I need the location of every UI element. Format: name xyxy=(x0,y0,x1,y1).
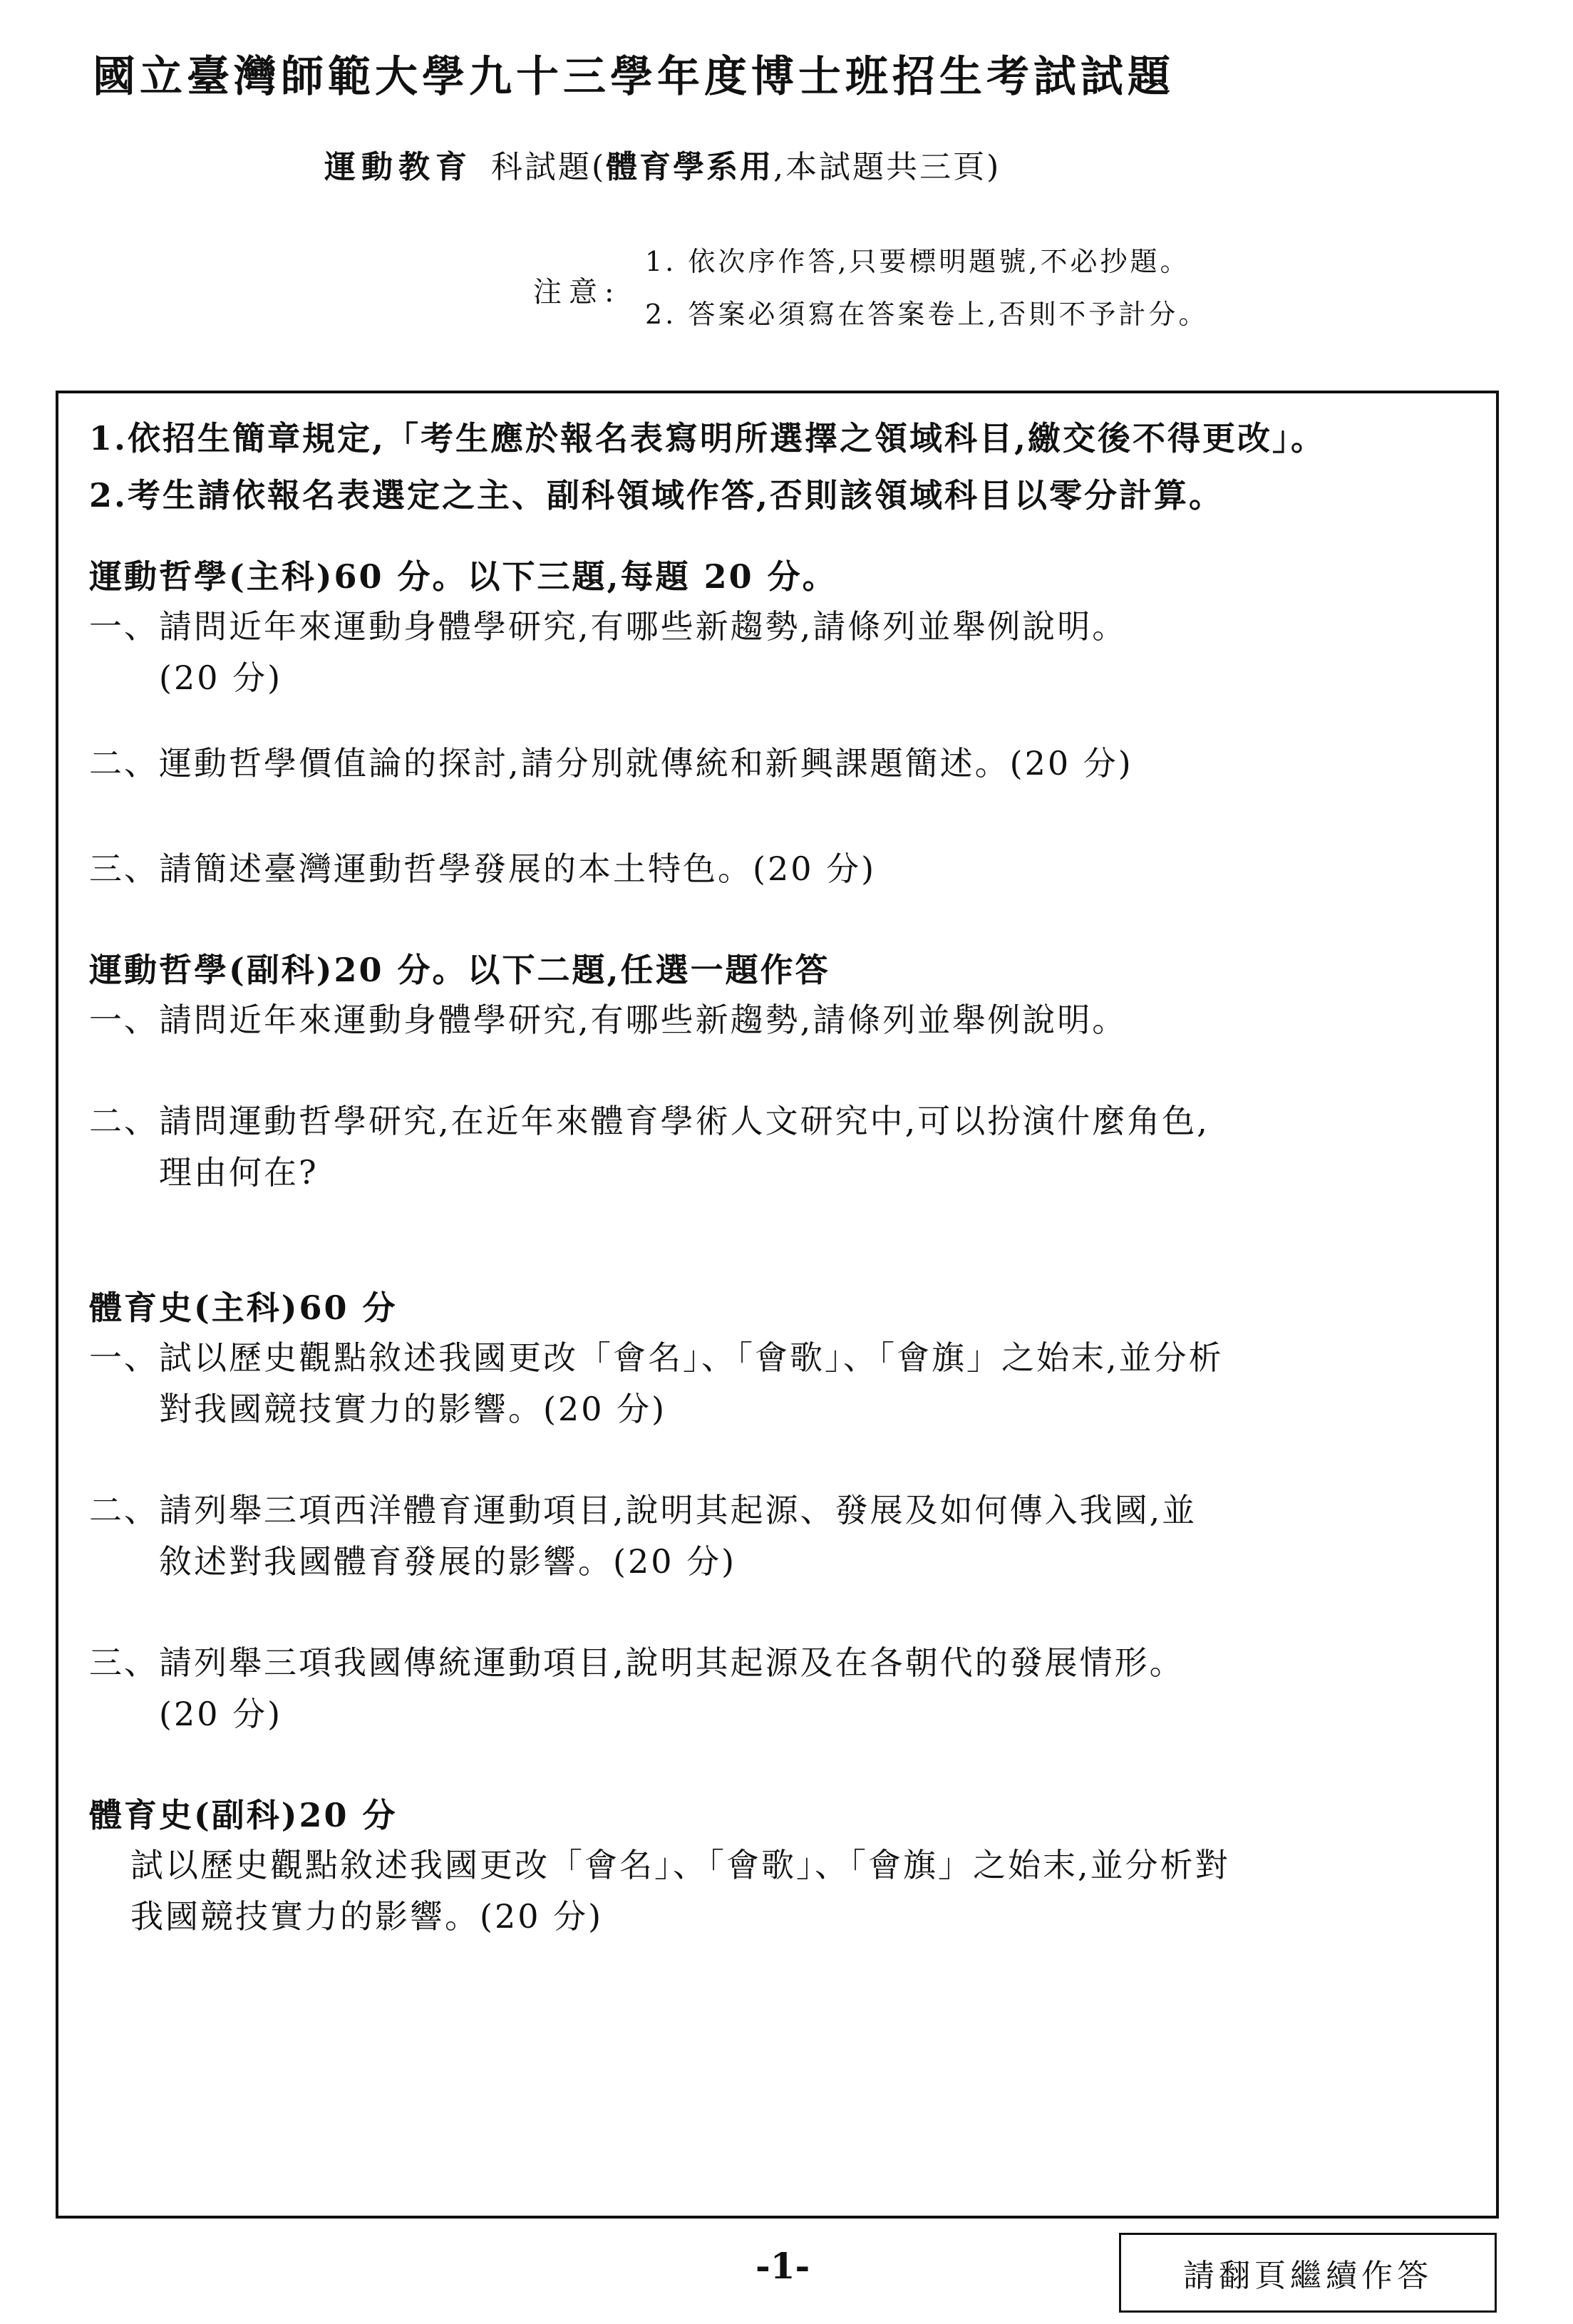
question-continuation: 敘述對我國體育發展的影響。(20 分) xyxy=(159,1542,737,1581)
question-item xyxy=(89,1484,1486,1587)
question-number: 二、 xyxy=(89,1491,159,1529)
question-continuation: (20 分) xyxy=(159,659,283,697)
rule-1: 1.依招生簡章規定,「考生應於報名表寫明所選擇之領域科目,繳交後不得更改」。 xyxy=(89,419,1326,458)
subject-name: 運動教育 xyxy=(324,149,473,185)
note-item: 1. 依次序作答,只要標明題號,不必抄題。 xyxy=(645,246,1190,277)
question-number: 一、 xyxy=(89,607,159,646)
section-heading-philosophy-minor: 運動哲學(副科)20 分。以下二題,任選一題作答 xyxy=(89,951,830,989)
question-item xyxy=(89,1095,1486,1198)
question-number: 三、 xyxy=(89,1643,159,1682)
exam-title: 國立臺灣師範大學九十三學年度博士班招生考試試題 xyxy=(93,52,1175,102)
question-text: 請列舉三項西洋體育運動項目,說明其起源、發展及如何傳入我國,並 敘述對我國體育發展的影響。(20 分) xyxy=(159,1491,1197,1581)
question-text: 運動哲學價值論的探討,請分別就傳統和新興課題簡述。(20 分) xyxy=(159,744,1133,783)
question-number: 二、 xyxy=(89,744,159,783)
department-name: 體育學系用 xyxy=(606,149,774,185)
exam-subtitle xyxy=(324,141,1001,187)
question-number: 二、 xyxy=(89,1102,159,1140)
question-text: 試以歷史觀點敘述我國更改「會名」、「會歌」、「會旗」之始末,並分析對 我國競技實力的影響。(20 分) xyxy=(130,1846,1230,1936)
question-text: 請列舉三項我國傳統運動項目,說明其起源及在各朝代的發展情形。 (20 分) xyxy=(159,1643,1185,1733)
question-item xyxy=(89,1637,1486,1740)
page-number: -1- xyxy=(755,2245,810,2287)
section-heading-history-minor: 體育史(副科)20 分 xyxy=(89,1796,398,1834)
question-text: 請問近年來運動身體學研究,有哪些新趨勢,請條列並舉例說明。 xyxy=(159,1001,1128,1039)
question-item xyxy=(89,843,1486,894)
question-item xyxy=(89,601,1486,703)
question-continuation: 對我國競技實力的影響。(20 分) xyxy=(159,1390,667,1428)
question-item xyxy=(89,1839,1486,1942)
question-text: 試以歷史觀點敘述我國更改「會名」、「會歌」、「會旗」之始末,並分析 對我國競技實力的影響。(20 分) xyxy=(159,1338,1224,1428)
question-continuation: 理由何在? xyxy=(159,1153,319,1192)
question-continuation: (20 分) xyxy=(159,1695,283,1733)
question-number: 三、 xyxy=(89,849,159,888)
question-text: 請問運動哲學研究,在近年來體育學術人文研究中,可以扮演什麼角色, 理由何在? xyxy=(159,1102,1210,1192)
section-heading-philosophy-main: 運動哲學(主科)60 分。以下三題,每題 20 分。 xyxy=(89,557,837,596)
continue-note: 請翻頁繼續作答 xyxy=(1119,2233,1497,2313)
exam-content xyxy=(89,410,1486,1942)
rule-2: 2.考生請依報名表選定之主、副科領域作答,否則該領域科目以零分計算。 xyxy=(89,476,1224,515)
question-number: 一、 xyxy=(89,1338,159,1377)
section-heading-history-main: 體育史(主科)60 分 xyxy=(89,1288,398,1327)
question-text: 請問近年來運動身體學研究,有哪些新趨勢,請條列並舉例說明。 (20 分) xyxy=(159,607,1128,697)
question-item xyxy=(89,1332,1486,1435)
notes-label: 注意: xyxy=(533,276,622,309)
subtitle-suffix: ,本試題共三頁) xyxy=(773,149,1001,185)
notes-list xyxy=(645,235,1208,341)
subtitle-prefix: 科試題( xyxy=(491,149,607,185)
question-text: 請簡述臺灣運動哲學發展的本土特色。(20 分) xyxy=(159,849,877,888)
question-item xyxy=(89,738,1486,789)
question-item xyxy=(89,994,1486,1045)
note-item: 2. 答案必須寫在答案卷上,否則不予計分。 xyxy=(645,299,1209,330)
question-number: 一、 xyxy=(89,1001,159,1039)
